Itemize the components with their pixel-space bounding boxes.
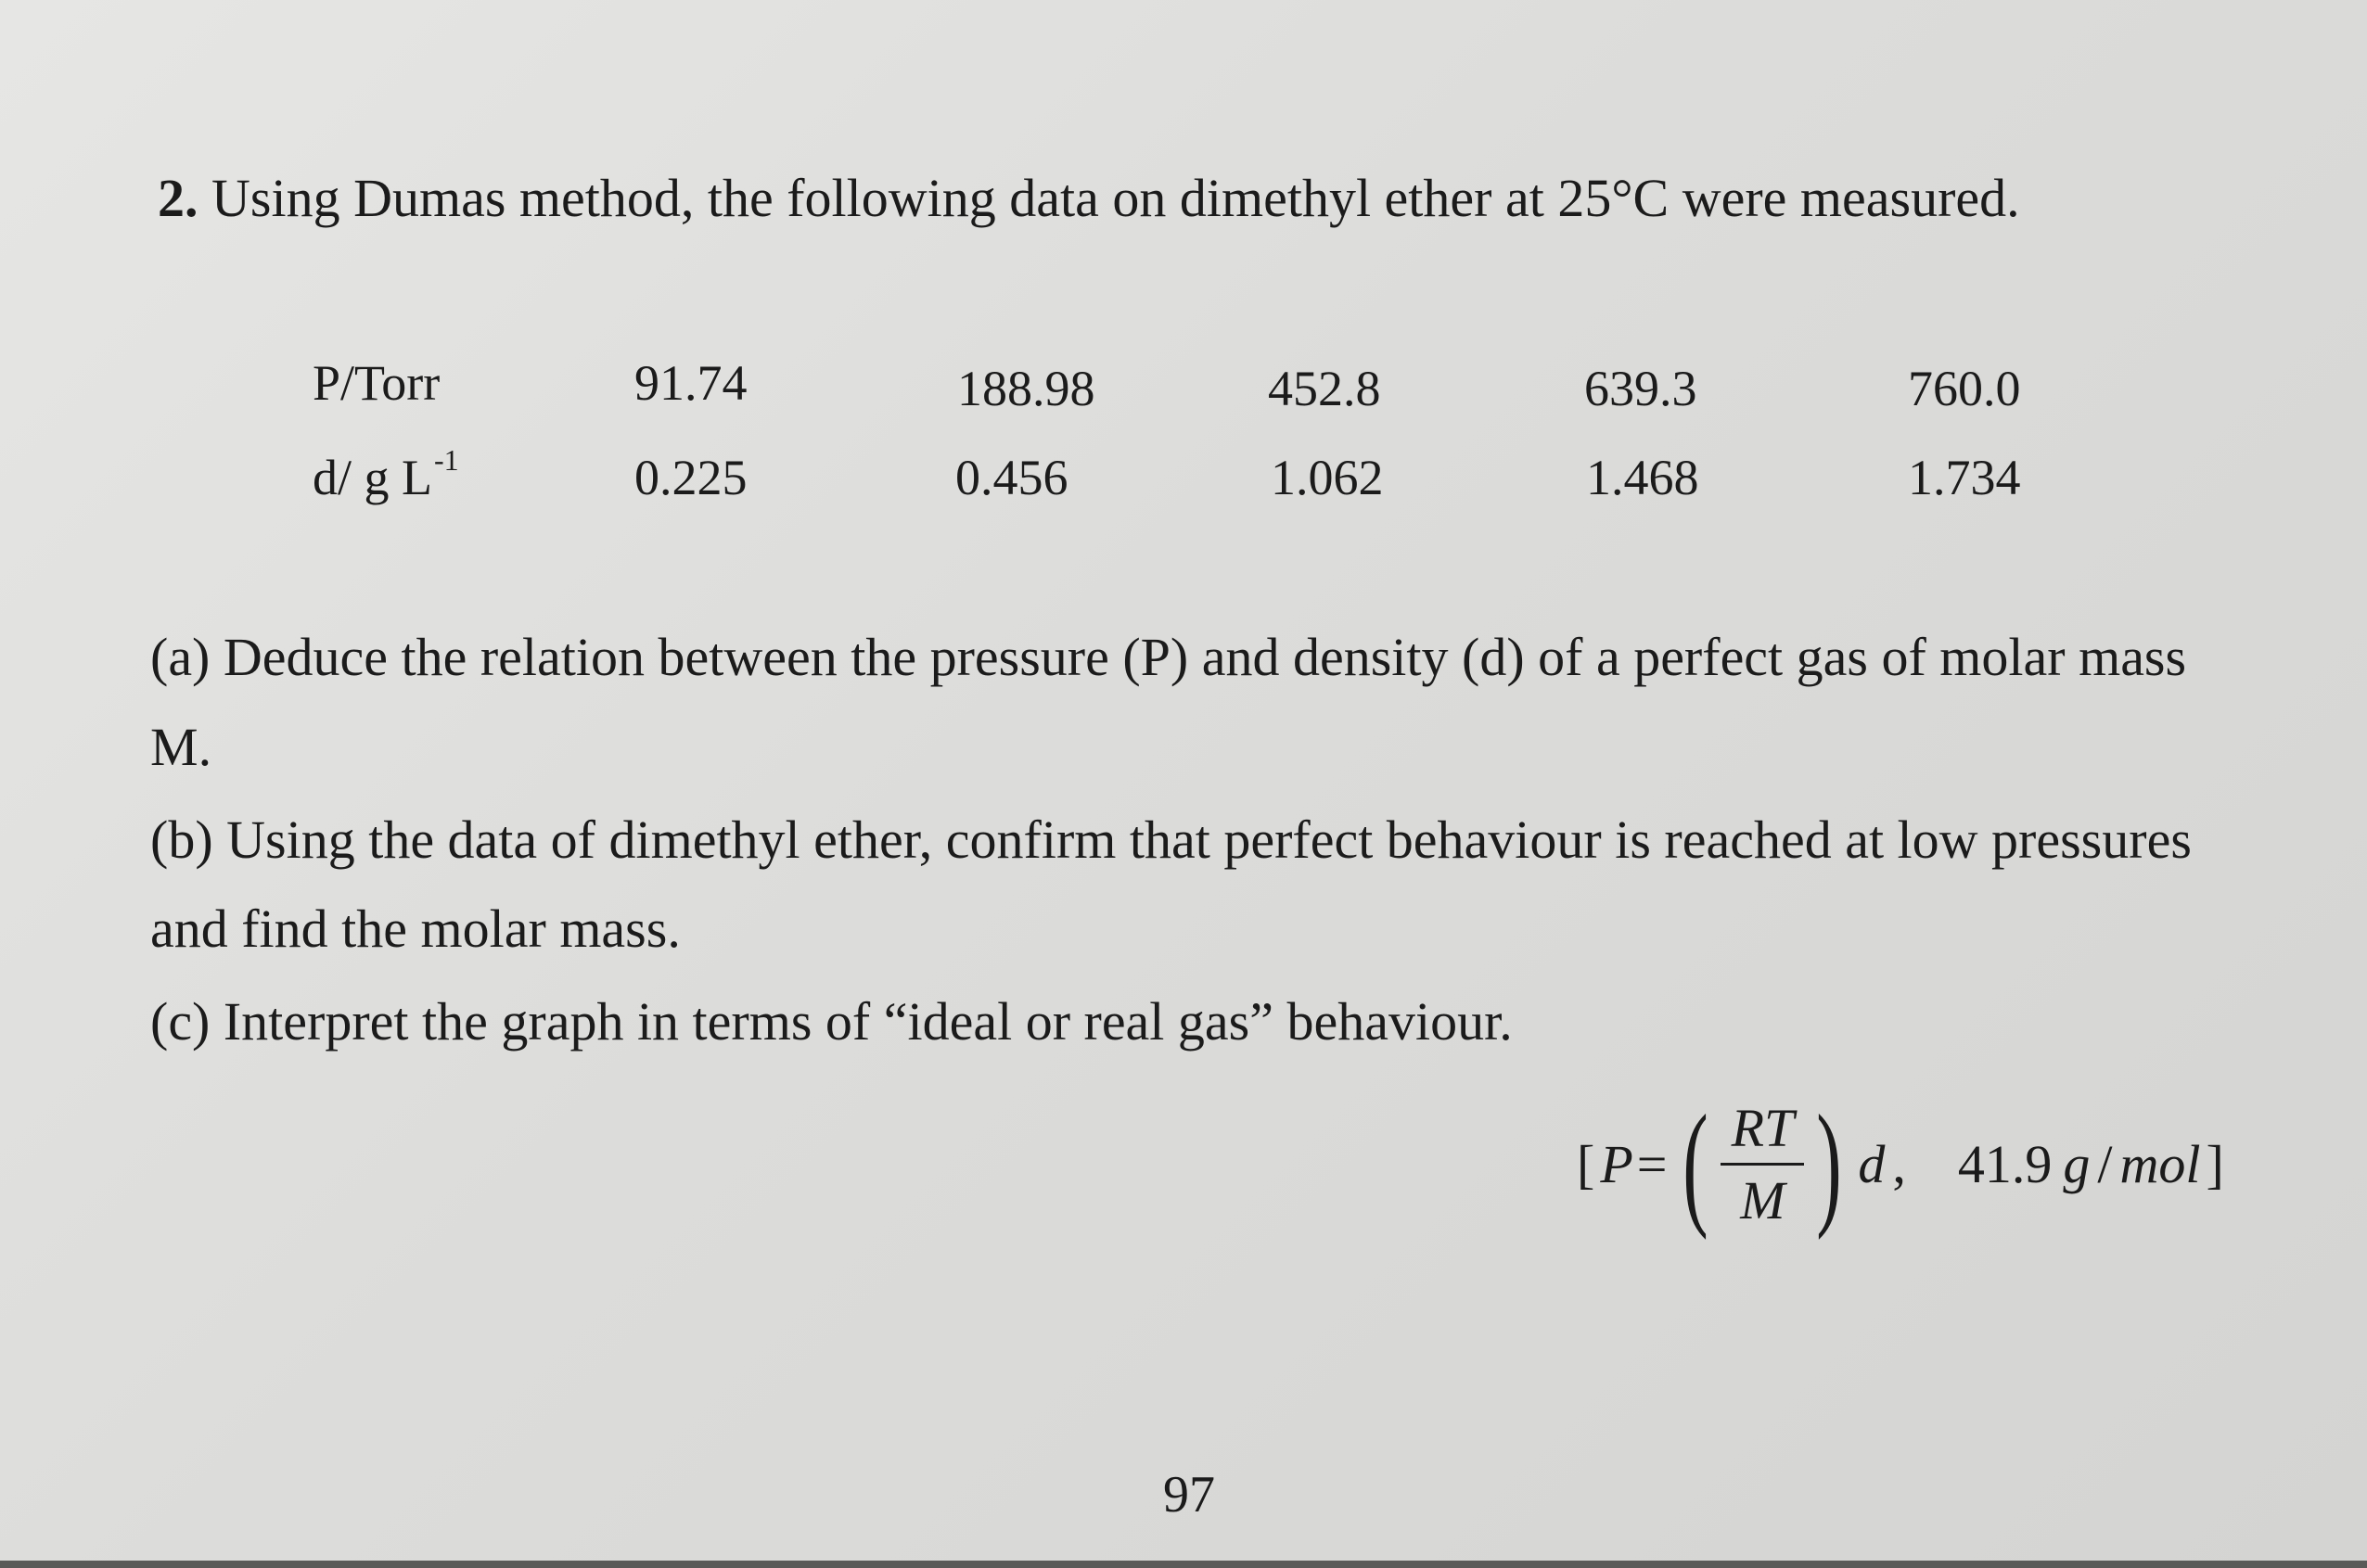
unit-mol: mol <box>2119 1133 2201 1194</box>
density-label-exponent: -1 <box>434 443 459 477</box>
paren-close: ) <box>1816 1087 1843 1241</box>
part-b-line1: (b) Using the data of dimethyl ether, confirm that perfect behaviour is reached at low pressures <box>150 809 2192 870</box>
fraction-numerator: RT <box>1731 1097 1795 1158</box>
pressure-value: 639.3 <box>1584 361 1697 416</box>
part-b-line2: and find the molar mass. <box>150 899 681 959</box>
unit-g: g <box>2063 1133 2091 1194</box>
formula-equals: = <box>1636 1133 1668 1194</box>
pressure-value: 188.98 <box>957 361 1095 416</box>
density-label-base: d/ g L <box>313 450 432 505</box>
pressure-value: 760.0 <box>1908 361 2021 416</box>
bracket-close: ] <box>2206 1133 2224 1194</box>
density-value: 1.734 <box>1908 450 2021 505</box>
page-number: 97 <box>1163 1466 1215 1523</box>
pressure-label: P/Torr <box>313 355 441 411</box>
question-text: Using Dumas method, the following data on dimethyl ether at 25°C were measured. <box>211 168 2020 228</box>
density-value: 0.456 <box>955 450 1068 505</box>
density-value: 1.468 <box>1586 450 1699 505</box>
bottom-edge <box>0 1561 2367 1568</box>
part-a-line2: M. <box>150 717 212 777</box>
fraction-denominator: M <box>1740 1169 1785 1230</box>
pressure-value: 452.8 <box>1268 361 1381 416</box>
molar-mass-value: 41.9 <box>1957 1133 2053 1194</box>
part-a-line1: (a) Deduce the relation between the pressure (P) and density (d) of a perfect gas of molar mass <box>150 627 2187 687</box>
unit-slash: / <box>2097 1133 2113 1194</box>
paren-open: ( <box>1682 1087 1709 1241</box>
density-value: 1.062 <box>1271 450 1384 505</box>
density-value: 0.225 <box>634 450 748 505</box>
fraction-bar <box>1721 1163 1804 1166</box>
formula-fraction-group <box>1672 1087 1852 1241</box>
formula-comma: , <box>1892 1133 1906 1194</box>
formula-factor: d <box>1858 1133 1886 1194</box>
answer-formula <box>1577 1085 2224 1243</box>
formula-lhs: P <box>1600 1133 1633 1194</box>
pressure-value: 91.74 <box>634 355 748 411</box>
question-heading <box>158 167 2020 229</box>
question-number: 2. <box>158 168 198 228</box>
formula-fraction <box>1721 1097 1804 1231</box>
bracket-open: [ <box>1577 1133 1595 1194</box>
density-label <box>313 443 459 506</box>
part-c-line1: (c) Interpret the graph in terms of “ideal or real gas” behaviour. <box>150 991 1513 1052</box>
